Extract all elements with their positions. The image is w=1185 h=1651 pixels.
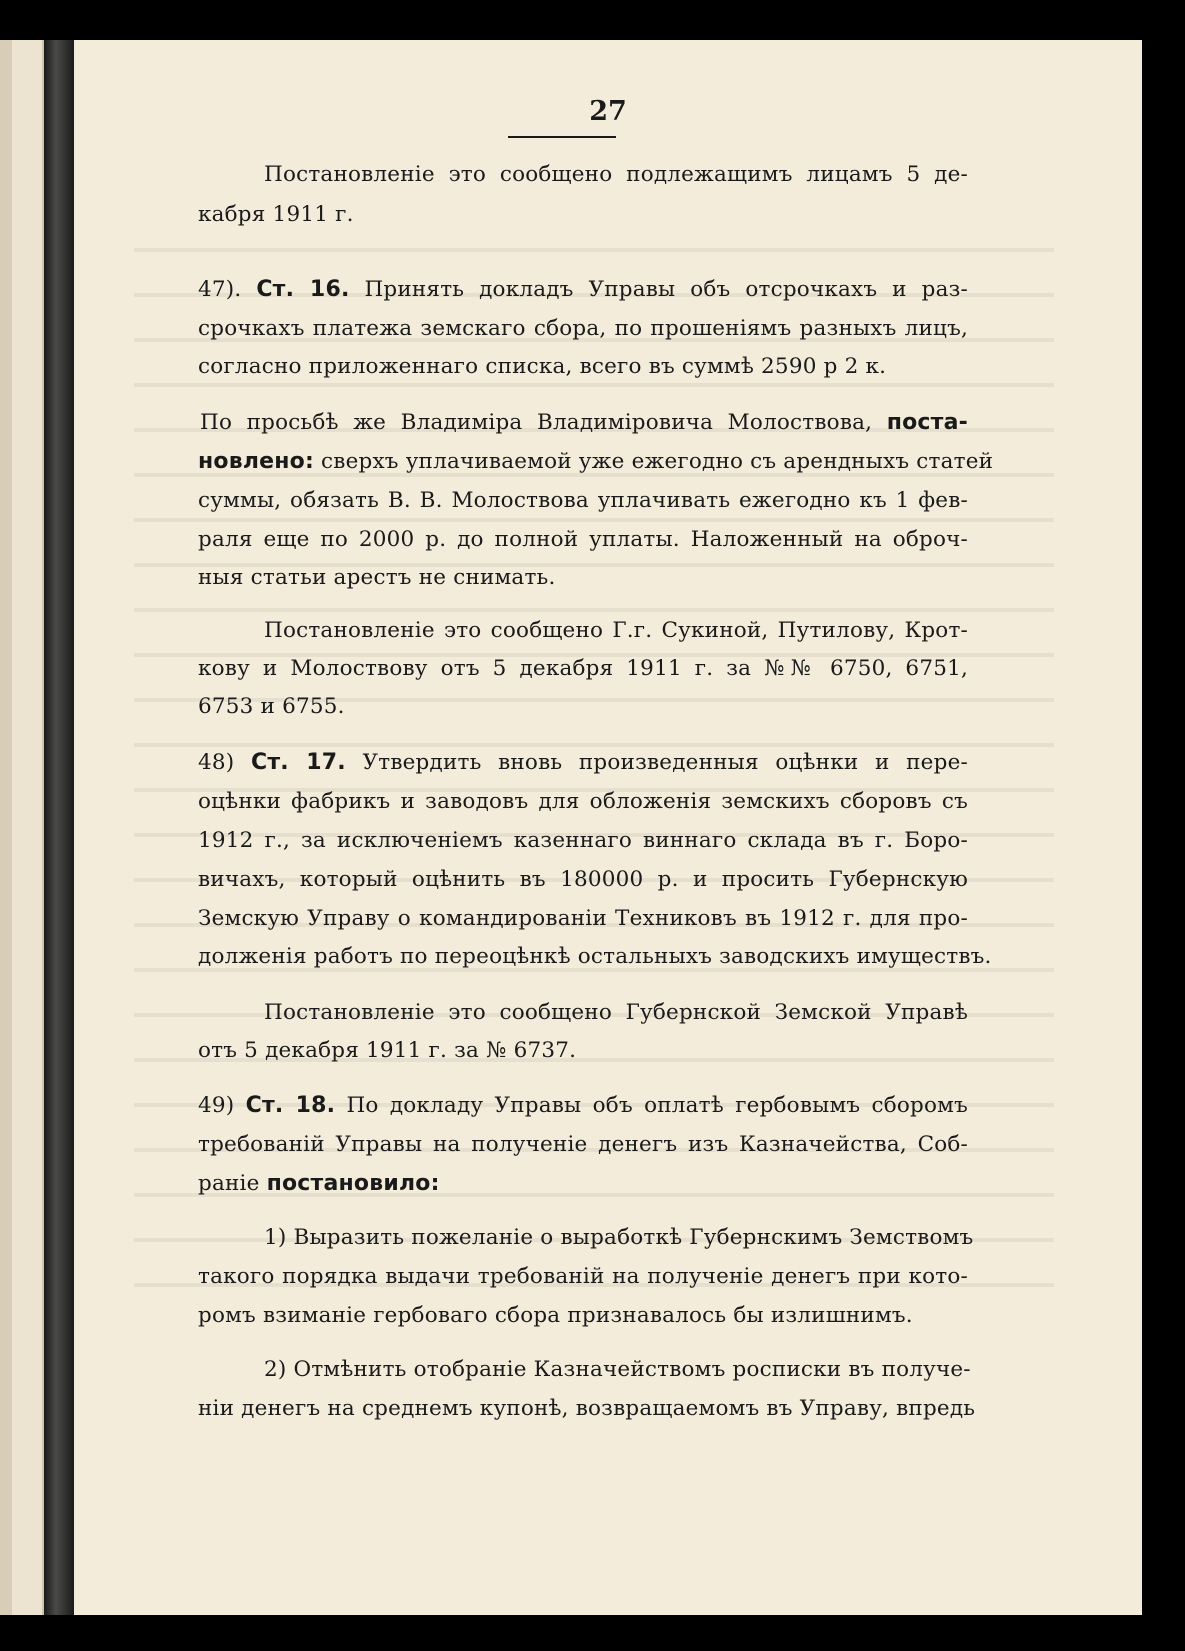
item-number: 49) xyxy=(198,1093,235,1118)
item-number: 48) xyxy=(198,750,235,775)
text-line: Земскую Управу о командированіи Техниковъ въ 1912 г. для про- xyxy=(198,906,968,931)
line-text: Утвердить вновь произведенныя оцѣнки и пере- xyxy=(362,750,968,775)
text-line: долженія работъ по переоцѣнкѣ остальныхъ заводскихъ имуществъ. xyxy=(198,944,992,969)
text-line: суммы, обязать В. В. Молоствова уплачивать ежегодно къ 1 фев- xyxy=(198,488,968,513)
text-line: требованій Управы на полученіе денегъ изъ Казначейства, Соб- xyxy=(198,1132,968,1157)
text-line: оцѣнки фабрикъ и заводовъ для обложенія земскихъ сборовъ съ xyxy=(198,789,968,814)
text-line: 2) Отмѣнить отобраніе Казначействомъ росписки въ получе- xyxy=(264,1357,971,1382)
text-line xyxy=(198,1093,968,1118)
bold-word: постановило: xyxy=(266,1171,440,1196)
text-line: 1) Выразить пожеланіе о выработкѣ Губернскимъ Земствомъ xyxy=(264,1225,974,1250)
book-spine xyxy=(44,40,74,1615)
article-marker: Ст. 16. xyxy=(256,277,350,302)
text-line: Постановленіе это сообщено Губернской Земской Управѣ xyxy=(264,1000,968,1025)
text-line xyxy=(200,410,968,435)
text-line: вичахъ, который оцѣнить въ 180000 р. и просить Губернскую xyxy=(198,867,968,892)
text-line: согласно приложеннаго списка, всего въ суммѣ 2590 р 2 к. xyxy=(198,354,887,379)
bold-word: поста- xyxy=(886,410,968,435)
bold-word: новлено: xyxy=(198,449,314,474)
text-line: 6753 и 6755. xyxy=(198,694,345,719)
document-page xyxy=(74,40,1142,1615)
text-line: такого порядка выдачи требованій на полученіе денегъ при кото- xyxy=(198,1264,968,1289)
text-line: раля еще по 2000 р. до полной уплаты. Наложенный на оброч- xyxy=(198,527,968,552)
line-text: По докладу Управы объ оплатѣ гербовымъ сборомъ xyxy=(346,1093,968,1118)
text-line: отъ 5 декабря 1911 г. за № 6737. xyxy=(198,1038,577,1063)
text-line: ромъ взиманіе гербоваго сбора признавалось бы излишнимъ. xyxy=(198,1303,913,1328)
line-text: сверхъ уплачиваемой уже ежегодно съ арендныхъ статей xyxy=(321,449,994,474)
article-marker: Ст. 17. xyxy=(250,750,346,775)
text-line xyxy=(198,449,994,474)
line-text: По просьбѣ же Владиміра Владиміровича Молоствова, xyxy=(200,410,873,435)
page-number-rule xyxy=(508,136,616,138)
line-text: Принять докладъ Управы объ отсрочкахъ и раз- xyxy=(364,277,968,302)
article-marker: Ст. 18. xyxy=(245,1093,336,1118)
text-line: срочкахъ платежа земскаго сбора, по прошеніямъ разныхъ лицъ, xyxy=(198,316,968,341)
text-line: Постановленіе это сообщено Г.г. Сукиной, Путилову, Крот- xyxy=(264,618,968,643)
text-line: 1912 г., за исключеніемъ казеннаго виннаго склада въ г. Боро- xyxy=(198,828,968,853)
text-line: кабря 1911 г. xyxy=(198,202,354,227)
line-text: раніе xyxy=(198,1171,260,1196)
text-line: Постановленіе это сообщено подлежащимъ лицамъ 5 де- xyxy=(264,162,968,187)
text-line xyxy=(198,1171,440,1196)
page-number: 27 xyxy=(589,96,627,127)
item-number: 47). xyxy=(198,277,242,302)
text-line: ніи денегъ на среднемъ купонѣ, возвращаемомъ въ Управу, впредь xyxy=(198,1396,976,1421)
previous-page-margin xyxy=(0,40,12,1615)
previous-page-edge xyxy=(0,40,44,1615)
text-line xyxy=(198,750,968,775)
text-line xyxy=(198,277,968,302)
text-line: ныя статьи арестъ не снимать. xyxy=(198,565,556,590)
text-line: кову и Молоствову отъ 5 декабря 1911 г. за №№ 6750, 6751, xyxy=(198,656,968,681)
